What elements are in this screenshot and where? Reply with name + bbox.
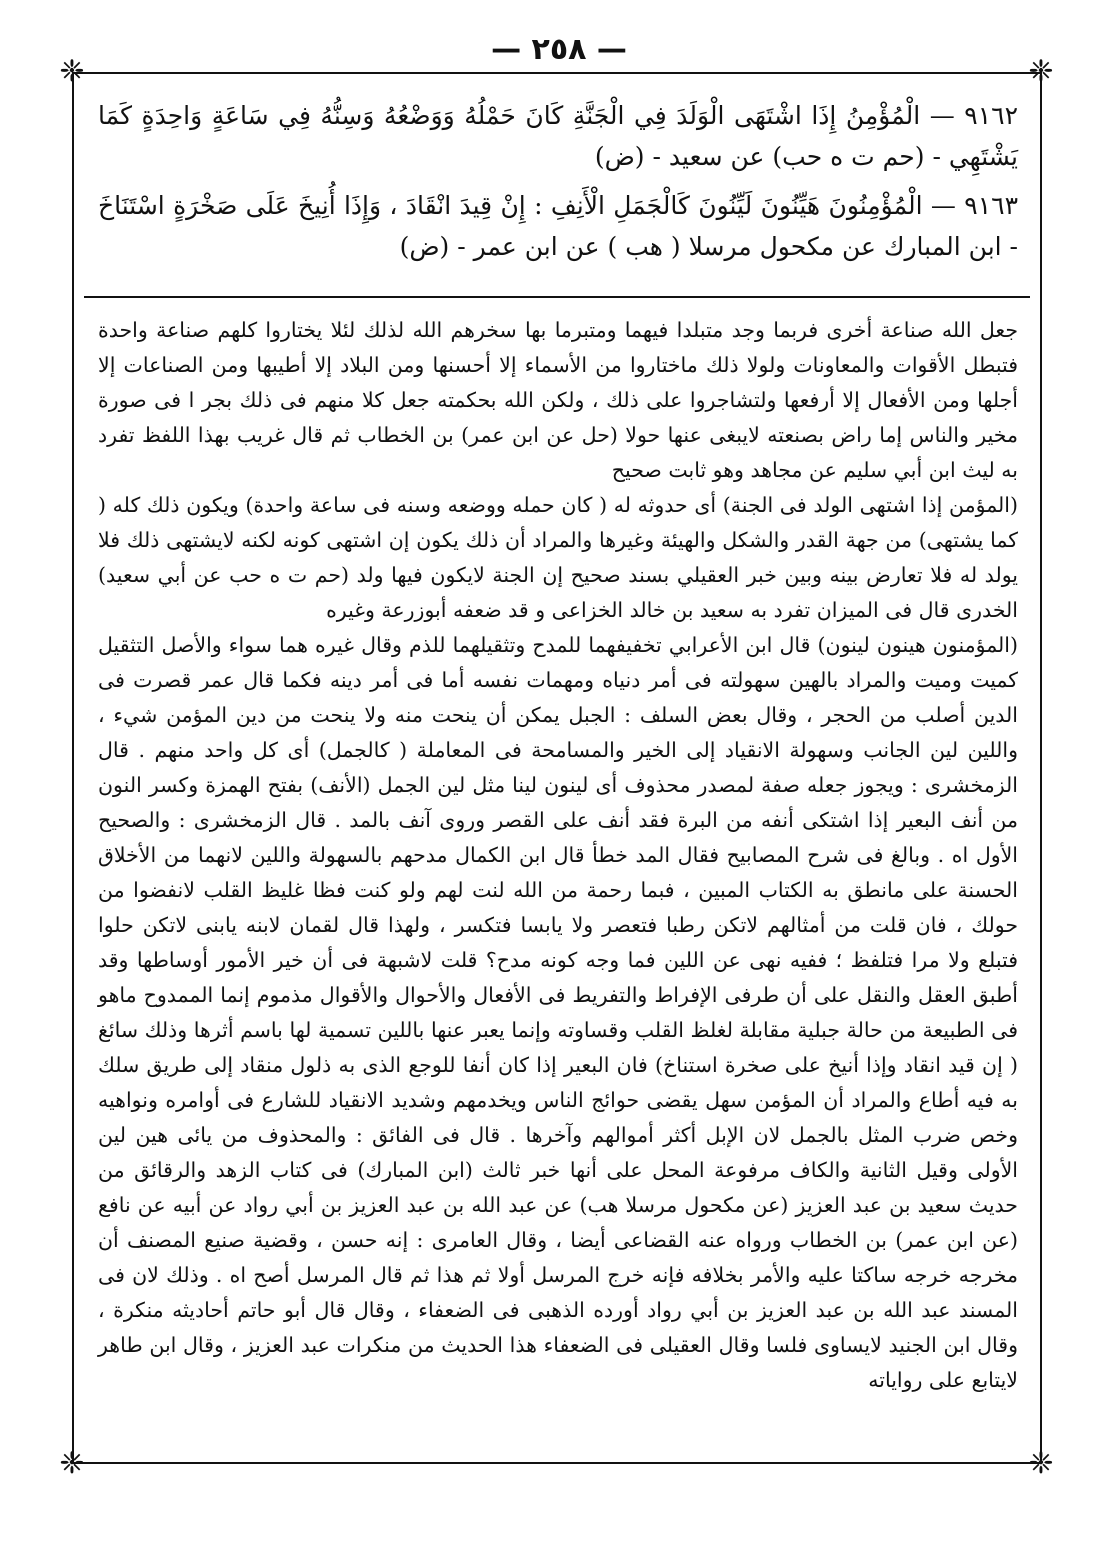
hadith-9162: ٩١٦٢ — الْمُؤْمِنُ إِذَا اشْتَهَى الْوَلَدَ فِي الْجَنَّةِ كَانَ حَمْلُهُ وَوَضْعُهُ وَسِنُّهُ فِي سَاعَةٍ وَاحِدَةٍ كَمَا يَشْتَهِي - (حم ت ه حب) عن سعيد - (ض) — [98, 101, 1018, 171]
corner-ornament-icon: ❈ — [1028, 1446, 1054, 1481]
corner-ornament-icon: ❈ — [59, 54, 85, 89]
commentary-paragraph: (المؤمن إذا اشتهى الولد فى الجنة) أى حدوثه له ( كان حمله ووضعه وسنه فى ساعة واحدة) ويكون ذلك كله ( كما يشتهى) من جهة القدر والشكل والهيئة وغيرها والمراد أن ذلك يكون إن اشتهى كونه لكنه لايشتهى ذلك فلا يولد له فلا تعارض بينه وبين خبر العقيلي بسند صحيح إن الجنة لايكون فيها ولد (حم ت ه حب عن أبي سعيد) الخدرى قال فى الميزان تفرد به سعيد بن خالد الخزاعى و قد ضعفه أبوزرعة وغيره — [98, 493, 1018, 622]
commentary-section — [98, 313, 1018, 1398]
commentary-paragraph: جعل الله صناعة أخرى فربما وجد متبلدا فيهما ومتبرما بها سخرهم الله لذلك لئلا يختاروا كلهم صناعة واحدة فتبطل الأقوات والمعاونات ولولا ذلك ماختاروا من الأسماء إلا أحسنها ومن البلاد إلا أطيبها ومن الصناعات إلا أجلها ومن الأفعال إلا أرفعها ولتشاجروا على ذلك ، ولكن الله بحكمته جعل كلا منهم فى ذلك بجر ا فى صورة مخير والناس إما راض بصنعته لايبغى عنها حولا (حل عن ابن عمر) بن الخطاب ثم قال غريب بهذا اللفظ تفرد به ليث ابن أبي سليم عن مجاهد وهو ثابت صحيح — [98, 318, 1018, 482]
section-divider — [84, 296, 1030, 298]
commentary-paragraph: (المؤمنون هينون لينون) قال ابن الأعرابي تخفيفهما للمدح وتثقيلهما للذم وقال غيره هما سواء والأصل التثقيل كميت وميت والمراد بالهين سهولته فى أمر دنياه ومهمات نفسه أما فى أمر دينه فكما قال عمر قصرت فى الدين أصلب من الحجر ، وقال بعض السلف : الجبل يمكن أن ينحت منه ولا ينحت من دين المؤمن شيء ، واللين لين الجانب وسهولة الانقياد إلى الخير والمسامحة فى المعاملة ( كالجمل) أى كل واحد منهم . قال الزمخشرى : ويجوز جعله صفة لمصدر محذوف أى لينون لينا مثل لين الجمل (الأنف) بفتح الهمزة وكسر النون من أنف البعير إذا اشتكى أنفه من البرة فقد أنف على القصر وروى آنف بالمد . قال الزمخشرى : والصحيح الأول اه . وبالغ فى شرح المصابيح فقال المد خطأ قال ابن الكمال مدحهم بالسهولة واللين لانهما من الأخلاق الحسنة على مانطق به الكتاب المبين ، فبما رحمة من الله لنت لهم ولو كنت فظا غليظ القلب لانفضوا من حولك ، فان قلت من أمثالهم لاتكن رطبا فتعصر ولا يابسا فتكسر ، ولهذا قال لقمان لابنه يابنى لاتكن حلوا فتبلع ولا مرا فتلفظ ؛ ففيه نهى عن اللين فما وجه كونه مدح؟ قلت لاشبهة فى أن خير الأمور أوساطها وقد أطبق العقل والنقل على أن طرفى الإفراط والتفريط فى الأفعال والأحوال والأقوال مذموم إنما الممدوح ماهو فى الطبيعة من حالة جبلية مقابلة لغلظ القلب وقساوته وإنما يعبر عنها باللين تسمية لها باسم أثرها وذلك سائغ ( إن قيد انقاد وإذا أنيخ على صخرة استناخ) فان البعير إذا كان أنفا للوجع الذى به ذلول منقاد إلى طريق سلك به فيه أطاع والمراد أن المؤمن سهل يقضى حوائج الناس ويخدمهم وشديد الانقياد للشارع فى أوامره ونواهيه وخص ضرب المثل بالجمل لان الإبل أكثر أموالهم وآخرها . قال فى الفائق : والمحذوف من يائى هين لين الأولى وقيل الثانية والكاف مرفوعة المحل على أنها خبر ثالث (ابن المبارك) فى كتاب الزهد والرقائق من حديث سعيد بن عبد العزيز (عن مكحول مرسلا هب) عن عبد الله بن عبد العزيز بن أبي رواد عن أبيه عن نافع (عن ابن عمر) بن الخطاب ورواه عنه القضاعى أيضا ، وقال العامرى : إنه حسن ، وقضية صنيع المصنف أن مخرجه خرجه ساكتا عليه والأمر بخلافه فإنه خرج المرسل أولا ثم هذا ثم قال المرسل أصح اه . وذلك لان فى المسند عبد الله بن عبد العزيز بن أبي رواد أورده الذهبى فى الضعفاء ، وقال قال أبو حاتم أحاديثه منكرة ، وقال ابن الجنيد لايساوى فلسا وقال العقيلى فى الضعفاء هذا الحديث من منكرات عبد العزيز ، وقال ابن طاهر لايتابع على رواياته — [98, 633, 1018, 1392]
hadith-section — [98, 95, 1018, 275]
corner-ornament-icon: ❈ — [59, 1446, 85, 1481]
hadith-9163: ٩١٦٣ — الْمُؤْمِنُونَ هَيِّنُونَ لَيِّنُونَ كَالْجَمَلِ الْأَنِفِ : إِنْ قِيدَ انْقَادَ ، وَإِذَا أُنِيخَ عَلَى صَخْرَةٍ اسْتَنَاخَ - ابن المبارك عن مكحول مرسلا ( هب ) عن ابن عمر - (ض) — [98, 191, 1018, 261]
corner-ornament-icon: ❈ — [1028, 54, 1054, 89]
page-number: — ٢٥٨ — — [491, 32, 627, 67]
